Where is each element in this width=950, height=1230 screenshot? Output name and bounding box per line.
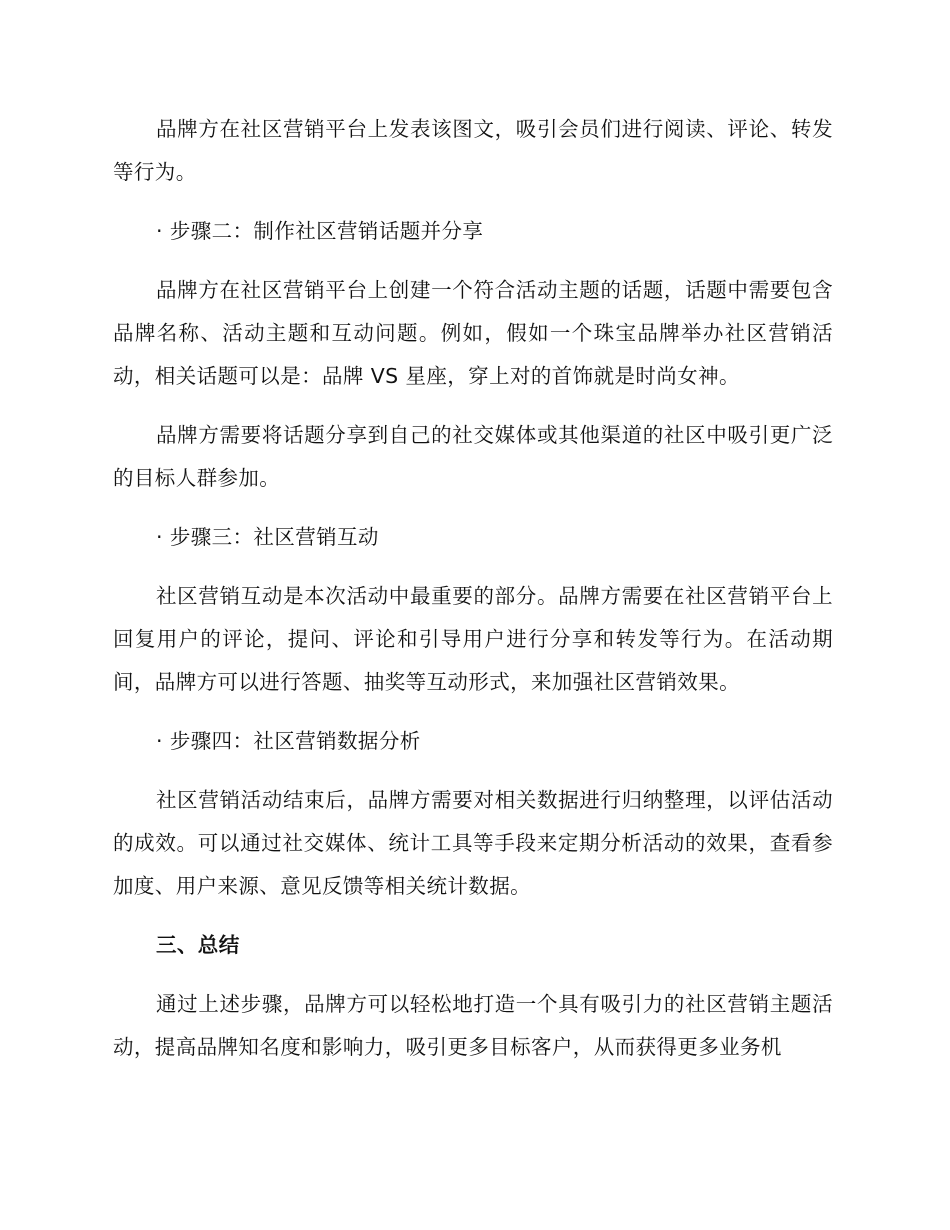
spacer [113,704,833,720]
document-page [113,108,833,1069]
spacer [113,253,833,269]
paragraph-summary: 通过上述步骤，品牌方可以轻松地打造一个具有吸引力的社区营销主题活动，提高品牌知名度和影响力，吸引更多目标客户，从而获得更多业务机 [113,992,833,1059]
paragraph-create-topic: 品牌方在社区营销平台上创建一个符合活动主题的话题，话题中需要包含品牌名称、活动主题和互动问题。例如，假如一个珠宝品牌举办社区营销活动，相关话题可以是：品牌 VS 星座，穿上对的首饰就是时尚女神。 [113,278,833,388]
spacer [113,763,833,779]
paragraph-publish: 品牌方在社区营销平台上发表该图文，吸引会员们进行阅读、评论、转发等行为。 [113,117,833,184]
step-four-title: · 步骤四：社区营销数据分析 [156,729,421,753]
step-two-title: · 步骤二：制作社区营销话题并分享 [156,219,484,243]
spacer [113,194,833,210]
spacer [113,559,833,575]
paragraph-share-topic: 品牌方需要将话题分享到自己的社交媒体或其他渠道的社区中吸引更广泛的目标人群参加。 [113,423,833,490]
spacer [113,908,833,924]
section-heading-summary: 三、总结 [156,933,240,957]
spacer [113,967,833,983]
spacer [113,500,833,516]
spacer [113,398,833,414]
step-three-title: · 步骤三：社区营销互动 [156,525,379,549]
paragraph-interaction: 社区营销互动是本次活动中最重要的部分。品牌方需要在社区营销平台上回复用户的评论，提问、评论和引导用户进行分享和转发等行为。在活动期间，品牌方可以进行答题、抽奖等互动形式，来加强社区营销效果。 [113,584,833,694]
paragraph-data-analysis: 社区营销活动结束后，品牌方需要对相关数据进行归纳整理，以评估活动的成效。可以通过社交媒体、统计工具等手段来定期分析活动的效果，查看参加度、用户来源、意见反馈等相关统计数据。 [113,788,833,898]
